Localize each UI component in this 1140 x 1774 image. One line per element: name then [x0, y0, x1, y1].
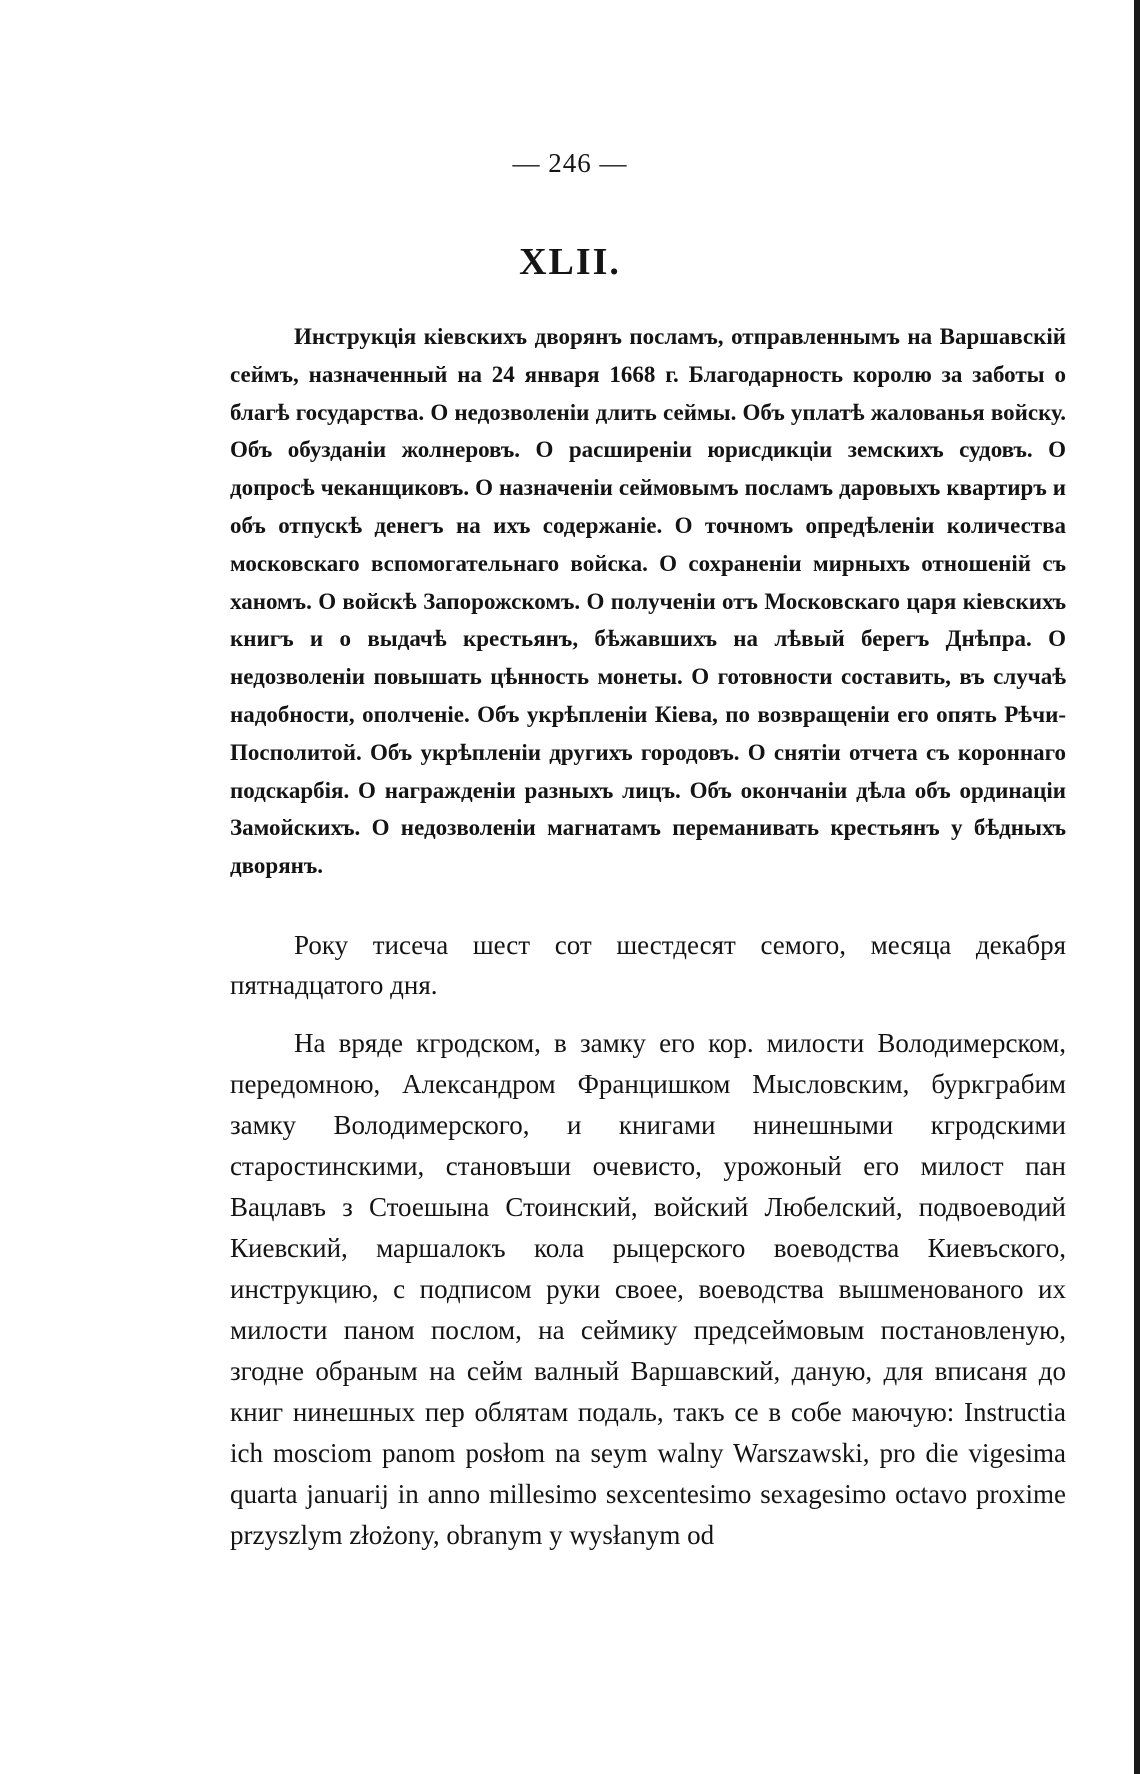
page-number: — 246 —	[512, 148, 628, 178]
chapter-heading: XLII.	[519, 241, 621, 283]
date-line: Року тисеча шест сот шестдесят семого, месяца декабря пятнадцатого дня.	[230, 930, 1066, 1000]
chapter-summary: Инструкція кіевскихъ дворянъ посламъ, отправленнымъ на Варшавскій сеймъ, назначенный на 24 января 1668 г. Благодарность королю за заботы о благѣ государства. О недозволеніи длить сеймы. Объ уплатѣ жалованья войску. Объ обузданіи жолнеровъ. О расширеніи юрисдикціи земскихъ судовъ. О допросѣ чеканщиковъ. О назначеніи сеймовымъ посламъ даровыхъ квартиръ и объ отпускѣ денегъ на ихъ содержаніе. О точномъ опредѣленіи количества московскаго вспомогательнаго войска. О сохраненіи мирныхъ отношеній съ ханомъ. О войскѣ Запорожскомъ. О полученіи отъ Московскаго царя кіевскихъ книгъ и о выдачѣ крестьянъ, бѣжавшихъ на лѣвый берегъ Днѣпра. О недозволеніи повышать цѣнность монеты. О готовности составить, въ случаѣ надобности, ополченіе. Объ укрѣпленіи Кіева, по возвращеніи его опять Рѣчи-Посполитой. Объ укрѣпленіи другихъ городовъ. О снятіи отчета съ короннаго подскарбія. О награжденіи разныхъ лицъ. Объ окончаніи дѣла объ ординаціи Замойскихъ. О недозволеніи магнатамъ переманивать крестьянъ у бѣдныхъ дворянъ.	[230, 324, 1066, 879]
document-body: На вряде кгродском, в замку его кор. милости Володимерском, передомною, Александром Францишком Мысловским, буркграбим замку Володимерского, и книгами нинешными кгродскими старостинскими, становъши очевисто, урожоный его милост пан Вацлавъ з Стоешына Стоинский, войский Любелский, подвоеводий Киевский, маршалокъ кола рыцерского воеводства Киевъского, инструкцию, с подписом руки своее, воеводства вышменованого их милости паном послом, на сеймику предсеймовым постановленую, згодне обраным на сейм валный Варшавский, даную, для вписаня до книг нинешных пер облятам подаль, такъ се в собе маючую: Instructia ich mosciom panom posłom na seym walny Warszawski, pro die vigesima quarta januarij in anno millesimo sexcentesimo sexagesimo octavo proxime przyszlym złożony, obranym y wysłanym od	[230, 1028, 1066, 1550]
